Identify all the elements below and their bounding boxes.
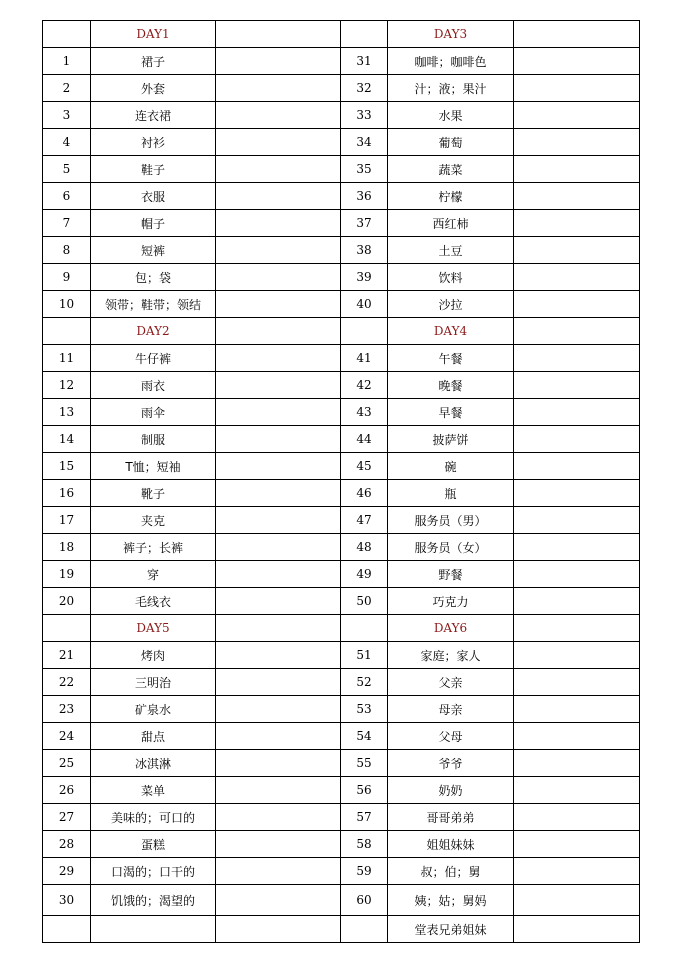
- item-word-right: 沙拉: [388, 291, 514, 318]
- answer-cell: [216, 75, 341, 102]
- item-word-right: 汁；液；果汁: [388, 75, 514, 102]
- item-word-right: 碗: [388, 453, 514, 480]
- item-word-left: 帽子: [91, 210, 216, 237]
- item-number-left: 6: [43, 183, 91, 210]
- answer-cell: [514, 916, 640, 943]
- table-row: [43, 507, 640, 534]
- table-row: [43, 588, 640, 615]
- answer-cell: [514, 345, 640, 372]
- item-word-left: 领带；鞋带；领结: [91, 291, 216, 318]
- item-word-left: 雨衣: [91, 372, 216, 399]
- item-word-left: 口渴的；口干的: [91, 858, 216, 885]
- item-word-right: 姐姐妹妹: [388, 831, 514, 858]
- day-heading-right: [388, 318, 514, 345]
- item-number-right: 39: [341, 264, 388, 291]
- answer-cell: [514, 561, 640, 588]
- answer-cell: [216, 777, 341, 804]
- item-number-right: 34: [341, 129, 388, 156]
- table-row: [43, 831, 640, 858]
- answer-cell: [216, 183, 341, 210]
- item-number-left: 1: [43, 48, 91, 75]
- answer-cell: [216, 831, 341, 858]
- answer-cell: [216, 129, 341, 156]
- item-number-left: 21: [43, 642, 91, 669]
- item-number-left: 15: [43, 453, 91, 480]
- item-word-left: 美味的；可口的: [91, 804, 216, 831]
- item-word-left: 烤肉: [91, 642, 216, 669]
- item-word-right: 巧克力: [388, 588, 514, 615]
- item-word-left: 制服: [91, 426, 216, 453]
- answer-cell: [514, 399, 640, 426]
- answer-cell: [216, 507, 341, 534]
- item-number-left: 10: [43, 291, 91, 318]
- item-number-right: 56: [341, 777, 388, 804]
- item-number-right: 52: [341, 669, 388, 696]
- answer-cell: [514, 102, 640, 129]
- day-heading-row: [43, 21, 640, 48]
- answer-cell: [514, 723, 640, 750]
- answer-cell: [216, 858, 341, 885]
- answer-cell: [514, 291, 640, 318]
- item-number-left: 16: [43, 480, 91, 507]
- answer-cell: [514, 237, 640, 264]
- item-word-left: 靴子: [91, 480, 216, 507]
- answer-cell: [216, 237, 341, 264]
- item-number-left: 27: [43, 804, 91, 831]
- item-word-right: 披萨饼: [388, 426, 514, 453]
- item-number-left: 3: [43, 102, 91, 129]
- item-number-right: 40: [341, 291, 388, 318]
- table-row: [43, 696, 640, 723]
- answer-cell: [216, 426, 341, 453]
- item-word-right: 饮料: [388, 264, 514, 291]
- item-word-left: 雨伞: [91, 399, 216, 426]
- number-cell-empty: [341, 318, 388, 345]
- table-row: [43, 264, 640, 291]
- table-row: [43, 75, 640, 102]
- answer-cell: [216, 453, 341, 480]
- answer-cell: [216, 48, 341, 75]
- item-word-right: 水果: [388, 102, 514, 129]
- item-number-left: 22: [43, 669, 91, 696]
- item-number-right: 41: [341, 345, 388, 372]
- answer-cell: [514, 21, 640, 48]
- item-word-right: 姨；姑；舅妈: [388, 885, 514, 916]
- item-word-left: 外套: [91, 75, 216, 102]
- table-row: [43, 156, 640, 183]
- table-row: [43, 129, 640, 156]
- item-number-left: 5: [43, 156, 91, 183]
- item-number-right: 46: [341, 480, 388, 507]
- answer-cell: [514, 318, 640, 345]
- answer-cell: [216, 399, 341, 426]
- answer-cell: [514, 642, 640, 669]
- item-word-right: 西红柿: [388, 210, 514, 237]
- answer-cell: [216, 210, 341, 237]
- item-word-right: 晚餐: [388, 372, 514, 399]
- item-number-right: 38: [341, 237, 388, 264]
- day-heading-label: DAY3: [433, 27, 468, 41]
- answer-cell: [216, 750, 341, 777]
- table-row: [43, 426, 640, 453]
- item-word-right: 家庭；家人: [388, 642, 514, 669]
- answer-cell: [514, 372, 640, 399]
- item-word-right: 咖啡；咖啡色: [388, 48, 514, 75]
- item-word-left: 菜单: [91, 777, 216, 804]
- answer-cell: [216, 156, 341, 183]
- item-number-left: 20: [43, 588, 91, 615]
- number-cell-empty: [341, 615, 388, 642]
- table-row: [43, 750, 640, 777]
- item-number-right: 35: [341, 156, 388, 183]
- item-word-left: 三明治: [91, 669, 216, 696]
- item-number-left: 7: [43, 210, 91, 237]
- answer-cell: [514, 777, 640, 804]
- item-number-right: 60: [341, 885, 388, 916]
- answer-cell: [514, 804, 640, 831]
- item-word-left: T恤；短袖: [91, 453, 216, 480]
- item-number-right: [341, 916, 388, 943]
- table-row: [43, 642, 640, 669]
- answer-cell: [216, 885, 341, 916]
- answer-cell: [216, 804, 341, 831]
- answer-cell: [216, 534, 341, 561]
- table-row: [43, 885, 640, 916]
- item-word-right: 午餐: [388, 345, 514, 372]
- answer-cell: [216, 561, 341, 588]
- item-word-right: 柠檬: [388, 183, 514, 210]
- item-word-left: 毛线衣: [91, 588, 216, 615]
- day-heading-row: [43, 615, 640, 642]
- item-number-left: 23: [43, 696, 91, 723]
- item-word-right: 土豆: [388, 237, 514, 264]
- item-number-left: 14: [43, 426, 91, 453]
- item-word-left: 衣服: [91, 183, 216, 210]
- item-number-right: 43: [341, 399, 388, 426]
- item-word-right: 堂表兄弟姐妹: [388, 916, 514, 943]
- item-word-left: 裤子；长裤: [91, 534, 216, 561]
- answer-cell: [216, 21, 341, 48]
- item-word-left: 矿泉水: [91, 696, 216, 723]
- answer-cell: [514, 507, 640, 534]
- day-heading-row: [43, 318, 640, 345]
- answer-cell: [216, 916, 341, 943]
- item-number-right: 53: [341, 696, 388, 723]
- table-row: [43, 669, 640, 696]
- item-word-left: 短裤: [91, 237, 216, 264]
- day-heading-left: [91, 318, 216, 345]
- answer-cell: [216, 642, 341, 669]
- item-word-left: 蛋糕: [91, 831, 216, 858]
- item-word-right: 叔；伯；舅: [388, 858, 514, 885]
- item-word-left: 甜点: [91, 723, 216, 750]
- vocabulary-table-body: [43, 21, 640, 943]
- item-number-right: 42: [341, 372, 388, 399]
- answer-cell: [514, 210, 640, 237]
- number-cell-empty: [43, 615, 91, 642]
- table-row: [43, 291, 640, 318]
- item-word-right: 奶奶: [388, 777, 514, 804]
- table-row: [43, 372, 640, 399]
- answer-cell: [216, 669, 341, 696]
- item-number-left: 13: [43, 399, 91, 426]
- answer-cell: [216, 615, 341, 642]
- item-number-left: 24: [43, 723, 91, 750]
- answer-cell: [514, 588, 640, 615]
- answer-cell: [514, 858, 640, 885]
- item-number-right: 54: [341, 723, 388, 750]
- item-word-right: 哥哥弟弟: [388, 804, 514, 831]
- item-number-left: 25: [43, 750, 91, 777]
- answer-cell: [514, 885, 640, 916]
- item-number-right: 44: [341, 426, 388, 453]
- answer-cell: [216, 264, 341, 291]
- answer-cell: [514, 264, 640, 291]
- table-row: [43, 345, 640, 372]
- item-word-right: 服务员（男）: [388, 507, 514, 534]
- item-word-right: 早餐: [388, 399, 514, 426]
- item-number-left: 28: [43, 831, 91, 858]
- item-number-left: 26: [43, 777, 91, 804]
- item-number-right: 45: [341, 453, 388, 480]
- item-word-left: 裙子: [91, 48, 216, 75]
- item-word-left: 夹克: [91, 507, 216, 534]
- answer-cell: [514, 480, 640, 507]
- answer-cell: [514, 75, 640, 102]
- answer-cell: [216, 372, 341, 399]
- answer-cell: [514, 831, 640, 858]
- item-number-right: 48: [341, 534, 388, 561]
- item-word-right: 葡萄: [388, 129, 514, 156]
- vocabulary-table: [42, 20, 640, 943]
- number-cell-empty: [341, 21, 388, 48]
- day-heading-left: [91, 21, 216, 48]
- answer-cell: [514, 156, 640, 183]
- day-heading-label: DAY5: [136, 621, 170, 635]
- item-word-left: 牛仔裤: [91, 345, 216, 372]
- day-heading-label: DAY4: [433, 324, 468, 338]
- answer-cell: [514, 183, 640, 210]
- table-row: [43, 480, 640, 507]
- vocabulary-sheet: [42, 20, 639, 943]
- table-row: [43, 237, 640, 264]
- day-heading-right: [388, 615, 514, 642]
- item-word-left: 连衣裙: [91, 102, 216, 129]
- item-number-left: 8: [43, 237, 91, 264]
- number-cell-empty: [43, 318, 91, 345]
- table-row: [43, 210, 640, 237]
- item-number-left: 11: [43, 345, 91, 372]
- answer-cell: [216, 723, 341, 750]
- item-number-right: 47: [341, 507, 388, 534]
- item-number-left: 9: [43, 264, 91, 291]
- answer-cell: [216, 696, 341, 723]
- table-row: [43, 804, 640, 831]
- item-word-left: 鞋子: [91, 156, 216, 183]
- item-number-left: 19: [43, 561, 91, 588]
- table-row: [43, 102, 640, 129]
- table-row: [43, 399, 640, 426]
- table-row: [43, 534, 640, 561]
- answer-cell: [514, 669, 640, 696]
- item-number-left: 18: [43, 534, 91, 561]
- item-number-left: 17: [43, 507, 91, 534]
- item-number-right: 37: [341, 210, 388, 237]
- table-row: [43, 858, 640, 885]
- item-word-left: 衬衫: [91, 129, 216, 156]
- answer-cell: [216, 345, 341, 372]
- answer-cell: [216, 318, 341, 345]
- number-cell-empty: [43, 21, 91, 48]
- item-word-right: 爷爷: [388, 750, 514, 777]
- answer-cell: [216, 480, 341, 507]
- day-heading-label: DAY1: [136, 27, 170, 41]
- answer-cell: [514, 453, 640, 480]
- item-number-right: 32: [341, 75, 388, 102]
- item-word-right: 服务员（女）: [388, 534, 514, 561]
- answer-cell: [216, 102, 341, 129]
- item-number-right: 36: [341, 183, 388, 210]
- item-number-right: 55: [341, 750, 388, 777]
- item-word-right: 父母: [388, 723, 514, 750]
- item-word-right: 父亲: [388, 669, 514, 696]
- table-row: [43, 723, 640, 750]
- item-word-right: 母亲: [388, 696, 514, 723]
- item-word-right: 野餐: [388, 561, 514, 588]
- answer-cell: [514, 615, 640, 642]
- table-row: [43, 916, 640, 943]
- item-number-left: 29: [43, 858, 91, 885]
- item-word-left: [91, 916, 216, 943]
- item-number-left: 2: [43, 75, 91, 102]
- table-row: [43, 561, 640, 588]
- answer-cell: [514, 750, 640, 777]
- item-number-left: 30: [43, 885, 91, 916]
- item-number-right: 51: [341, 642, 388, 669]
- item-number-right: 58: [341, 831, 388, 858]
- item-word-left: 冰淇淋: [91, 750, 216, 777]
- item-word-right: 瓶: [388, 480, 514, 507]
- table-row: [43, 777, 640, 804]
- table-row: [43, 48, 640, 75]
- answer-cell: [514, 129, 640, 156]
- answer-cell: [514, 696, 640, 723]
- item-number-left: 12: [43, 372, 91, 399]
- item-number-right: 57: [341, 804, 388, 831]
- item-word-left: 饥饿的；渴望的: [91, 885, 216, 916]
- day-heading-right: [388, 21, 514, 48]
- item-number-right: 33: [341, 102, 388, 129]
- table-row: [43, 183, 640, 210]
- item-number-right: 50: [341, 588, 388, 615]
- item-number-right: 49: [341, 561, 388, 588]
- item-word-left: 穿: [91, 561, 216, 588]
- item-number-left: [43, 916, 91, 943]
- day-heading-label: DAY2: [136, 324, 170, 338]
- item-number-left: 4: [43, 129, 91, 156]
- answer-cell: [216, 588, 341, 615]
- item-word-left: 包；袋: [91, 264, 216, 291]
- answer-cell: [514, 426, 640, 453]
- item-number-right: 59: [341, 858, 388, 885]
- answer-cell: [514, 534, 640, 561]
- table-row: [43, 453, 640, 480]
- day-heading-label: DAY6: [433, 621, 468, 635]
- item-word-right: 蔬菜: [388, 156, 514, 183]
- answer-cell: [514, 48, 640, 75]
- day-heading-left: [91, 615, 216, 642]
- answer-cell: [216, 291, 341, 318]
- item-number-right: 31: [341, 48, 388, 75]
